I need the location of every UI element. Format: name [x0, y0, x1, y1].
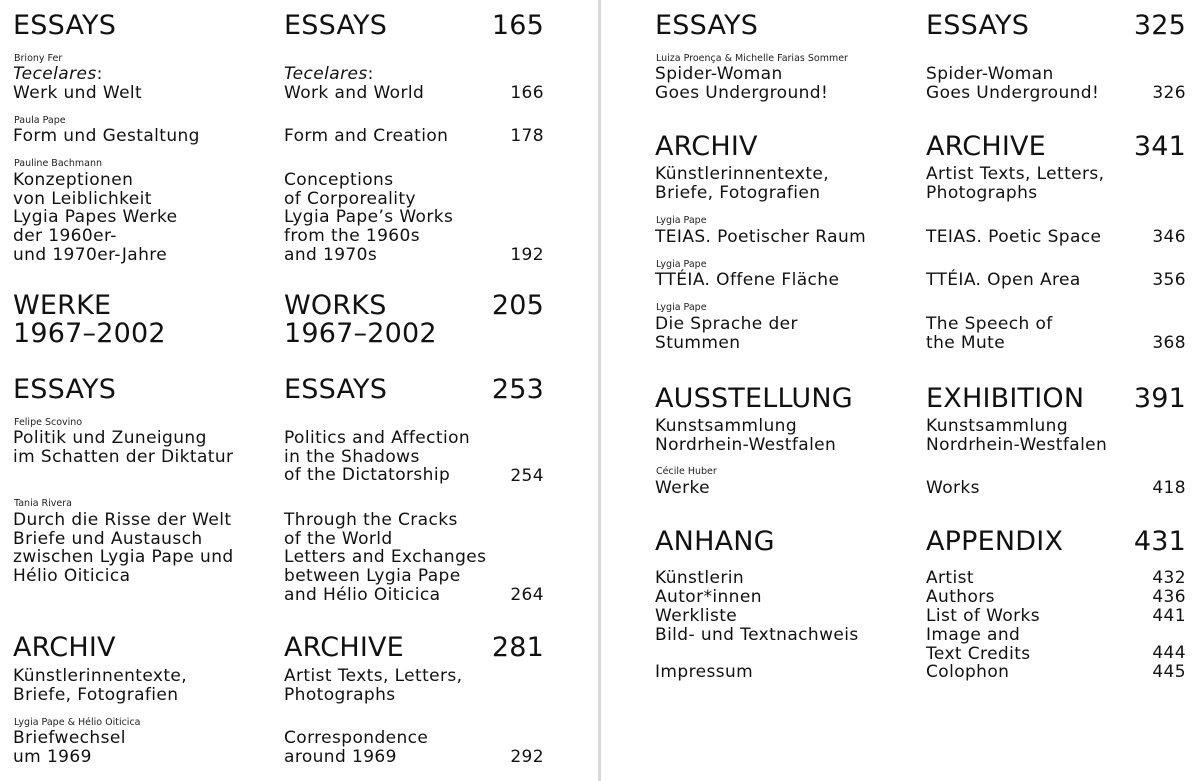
entry-title-en: TEIAS. Poetic Space: [926, 227, 1102, 247]
section-page-number: 253: [491, 374, 544, 405]
entry-title-en: Spider-Woman Goes Underground!: [926, 64, 1100, 103]
section-heading-en: ARCHIVE: [284, 632, 404, 663]
entry-author: Paula Pape: [14, 115, 66, 126]
section-heading-en: ESSAYS: [284, 374, 388, 405]
entry-author: Lygia Pape: [656, 215, 707, 226]
entry-page-number: 346: [1152, 227, 1186, 247]
appendix-item-de: Autor*innen: [655, 587, 762, 607]
appendix-item-en: Artist: [926, 568, 974, 588]
section-subtitle-de: Künstlerinnentexte, Briefe, Fotografien: [655, 164, 830, 203]
entry-title-de: Die Sprache der Stummen: [655, 314, 798, 353]
section-heading-de: WERKE 1967–2002: [13, 290, 166, 349]
entry-author: Lygia Pape: [656, 302, 707, 313]
entry-title-rest: : Work and World: [284, 64, 425, 103]
entry-title-de: Durch die Risse der Welt Briefe und Austausch zwischen Lygia Pape und Hélio Oiticica: [13, 510, 234, 587]
section-heading-de: AUSSTELLUNG: [655, 383, 853, 414]
section-page-number: 325: [1133, 10, 1186, 41]
entry-title-de: Konzeptionen von Leiblichkeit Lygia Papes Werke der 1960er- und 1970er-Jahre: [13, 170, 178, 265]
entry-author: Pauline Bachmann: [14, 158, 103, 169]
entry-title-rest: : Werk und Welt: [13, 64, 143, 103]
entry-title-de: Briefwechsel um 1969: [13, 728, 126, 767]
entry-title-de: Spider-Woman Goes Underground!: [655, 64, 829, 103]
section-subtitle-en: Artist Texts, Letters, Photographs: [926, 164, 1105, 203]
entry-page-number: 192: [510, 245, 544, 265]
entry-title-en: Correspondence around 1969: [284, 728, 429, 767]
section-page-number: 281: [491, 632, 544, 663]
entry-title-en: Through the Cracks of the World Letters and Exchanges between Lygia Pape and Hélio Oiticica: [284, 510, 487, 605]
section-heading-de: ARCHIV: [655, 131, 758, 162]
section-subtitle-de: Kunstsammlung Nordrhein-Westfalen: [655, 416, 837, 455]
appendix-item-en: Colophon: [926, 662, 1010, 682]
appendix-item-de: Impressum: [655, 662, 754, 682]
appendix-page-number: 436: [1152, 587, 1186, 607]
appendix-item-de: Bild- und Textnachweis: [655, 625, 859, 645]
entry-page-number: 264: [510, 585, 544, 605]
entry-page-number: 418: [1152, 478, 1186, 498]
entry-title-de: Werke: [655, 478, 710, 498]
entry-page-number: 254: [510, 466, 544, 486]
entry-author: Luiza Proença & Michelle Farias Sommer: [656, 53, 848, 64]
right-page: [601, 0, 1200, 781]
entry-title-en: The Speech of the Mute: [926, 314, 1053, 353]
entry-page-number: 178: [510, 126, 544, 146]
appendix-item-de: Werkliste: [655, 606, 738, 626]
entry-title-en: Conceptions of Corporeality Lygia Pape’s Works from the 1960s and 1970s: [284, 170, 454, 265]
appendix-item-de: Künstlerin: [655, 568, 745, 588]
appendix-item-en: Image and Text Credits: [926, 625, 1031, 664]
appendix-page-number: 445: [1152, 662, 1186, 682]
section-heading-en: WORKS 1967–2002: [284, 290, 437, 349]
entry-title-italic: Tecelares: [284, 64, 368, 84]
section-heading-en: ESSAYS: [926, 10, 1030, 41]
entry-title-en: TTÉIA. Open Area: [926, 270, 1081, 290]
entry-author: Lygia Pape: [656, 259, 707, 270]
left-page: [0, 0, 598, 781]
entry-author: Cécile Huber: [656, 466, 717, 477]
section-subtitle-en: Kunstsammlung Nordrhein-Westfalen: [926, 416, 1108, 455]
section-heading-de: ANHANG: [655, 526, 775, 557]
section-heading-en: EXHIBITION: [926, 383, 1085, 414]
appendix-item-en: List of Works: [926, 606, 1041, 626]
section-heading-en: ESSAYS: [284, 10, 388, 41]
entry-author: Briony Fer: [14, 53, 63, 64]
entry-title-de: [13, 65, 142, 102]
section-page-number: 165: [491, 10, 544, 41]
entry-page-number: 356: [1152, 270, 1186, 290]
section-heading-de: ESSAYS: [13, 10, 117, 41]
entry-title-italic: Tecelares: [13, 64, 97, 84]
entry-title-en: Form and Creation: [284, 126, 449, 146]
entry-title-de: Form und Gestaltung: [13, 126, 200, 146]
appendix-page-number: 444: [1152, 643, 1186, 663]
section-heading-en: ARCHIVE: [926, 131, 1046, 162]
entry-title-en: Politics and Affection in the Shadows of the Dictatorship: [284, 428, 471, 486]
entry-author: Felipe Scovino: [14, 417, 83, 428]
section-heading-de: ESSAYS: [655, 10, 759, 41]
section-heading-de: ESSAYS: [13, 374, 117, 405]
appendix-item-en: Authors: [926, 587, 995, 607]
section-heading-en: APPENDIX: [926, 526, 1064, 557]
section-page-number: 431: [1133, 526, 1186, 557]
entry-title-de: Politik und Zuneigung im Schatten der Diktatur: [13, 428, 234, 467]
section-subtitle-de: Künstlerinnentexte, Briefe, Fotografien: [13, 666, 188, 705]
entry-page-number: 326: [1152, 83, 1186, 103]
section-page-number: 341: [1133, 131, 1186, 162]
appendix-page-number: 432: [1152, 568, 1186, 588]
section-heading-de: ARCHIV: [13, 632, 116, 663]
appendix-page-number: 441: [1152, 606, 1186, 626]
entry-page-number: 292: [510, 747, 544, 767]
entry-page-number: 368: [1152, 333, 1186, 353]
entry-title-de: TEIAS. Poetischer Raum: [655, 227, 867, 247]
entry-title-de: TTÉIA. Offene Fläche: [655, 270, 840, 290]
entry-page-number: 166: [510, 83, 544, 103]
section-page-number: 391: [1133, 383, 1186, 414]
entry-author: Lygia Pape & Hélio Oiticica: [14, 717, 141, 728]
entry-title-en: Works: [926, 478, 980, 498]
section-page-number: 205: [491, 290, 544, 321]
entry-author: Tania Rivera: [14, 498, 72, 509]
section-subtitle-en: Artist Texts, Letters, Photographs: [284, 666, 463, 705]
entry-title-en: [284, 65, 424, 102]
